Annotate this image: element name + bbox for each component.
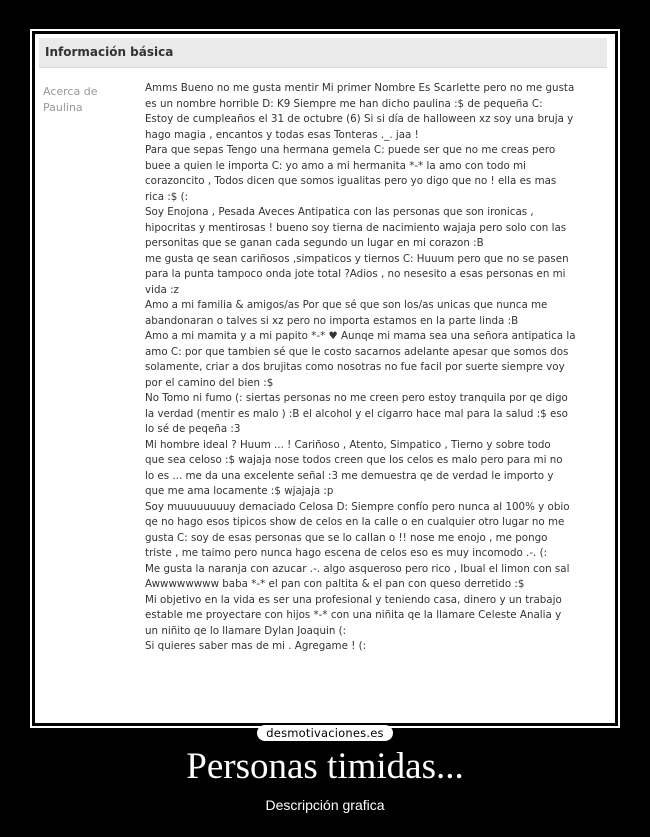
about-line: Me gusta la naranja con azucar .-. algo asqueroso pero rico , Ibual el limon con sal: [145, 562, 570, 575]
about-line: Soy Enojona , Pesada Aveces Antipatica con las personas que son ironicas ,: [145, 206, 534, 218]
about-line: Amo a mi mamita y a mi papito *-* ♥ Aunqe mi mama sea una señora antipatica la: [145, 330, 576, 342]
about-line: Mi hombre ideal ? Huum ... ! Cariñoso , Atento, Simpatico , Tierno y sobre todo: [145, 438, 551, 451]
about-text: [145, 81, 607, 655]
poster-title: Personas timidas...: [186, 746, 464, 787]
about-line: qe no hago esos tipicos show de celos en la calle o en cualquier otro lugar no me: [145, 516, 565, 528]
about-line: la verdad (mentir es malo ) :B el alcohol y el cigarro hace mal para la salud :$ eso: [145, 407, 568, 420]
about-line: rica :$ (:: [145, 190, 189, 203]
about-line: Mi objetivo en la vida es ser una profesional y teniendo casa, dinero y un trabajo: [145, 593, 562, 606]
about-line: Amms Bueno no me gusta mentir Mi primer Nombre Es Scarlette pero no me gusta: [145, 82, 575, 94]
about-label-line: Acerca de: [43, 85, 98, 98]
about-line: que me ama locamente :$ wjajaja :p: [145, 485, 334, 497]
about-line: un niñito qe lo llamare Dylan Joaquin (:: [145, 624, 347, 637]
about-line: que sea celoso :$ wajaja nose todos creen que los celos es malo pero para mi no: [145, 454, 563, 466]
about-line: lo es ... me da una excelente señal :3 me demuestra qe de verdad le importo y: [145, 469, 554, 482]
about-line: corazoncito , Todos dicen que somos igualitas pero yo digo que no ! ella es mas: [145, 175, 557, 187]
about-line: No Tomo ni fumo (: siertas personas no me creen pero estoy tranquila por qe digo: [145, 392, 568, 404]
about-line: amo C: por que tambien sé que le costo sacarnos adelante apesar que somos dos: [145, 345, 569, 358]
about-line: vida :z: [145, 283, 179, 296]
about-line: lo sé de peqeña :3: [145, 423, 241, 435]
profile-screenshot: [35, 34, 615, 723]
about-label: [43, 84, 123, 116]
about-line: hipocritas y mentirosas ! bueno soy tierna de nacimiento wajaja pero solo con las: [145, 221, 567, 234]
watermark-text: desmotivaciones.es: [257, 725, 392, 741]
about-line: hago magia , encantos y todas esas Tonteras ._. jaa !: [145, 128, 419, 141]
section-header: Información básica: [39, 38, 607, 68]
about-line: personitas que se ganan cada segundo un lugar en mi corazon :B: [145, 237, 484, 249]
about-line: es un nombre horrible D: K9 Siempre me han dicho paulina :$ de pequeña C:: [145, 97, 543, 110]
about-line: Estoy de cumpleaños el 31 de octubre (6) Si si día de halloween xz soy una bruja y: [145, 113, 574, 125]
about-line: para la punta tampoco onda jote total ?Adios , no nesesito a esas personas en mi: [145, 268, 566, 280]
watermark: [0, 722, 650, 741]
about-line: buee a quien le importa C: yo amo a mi hermanita *-* la amo con todo mi: [145, 159, 526, 172]
about-label-name: Paulina: [43, 101, 83, 114]
about-line: por el camino del bien :$: [145, 376, 274, 389]
about-line: Si quieres saber mas de mi . Agregame ! (:: [145, 640, 367, 652]
about-line: Para que sepas Tengo una hermana gemela C: puede ser que no me creas pero: [145, 144, 556, 156]
about-line: Amo a mi familia & amigos/as Por que sé que son los/as unicas que nunca me: [145, 299, 548, 311]
poster-subtitle: Descripción grafica: [265, 797, 385, 813]
poster-frame: [30, 29, 620, 728]
about-line: Awwwwwwww baba *-* el pan con paltita & el pan con queso derretido :$: [145, 578, 525, 590]
about-line: triste , me taimo pero nunca hago escena de celos eso es muy incomodo .-. (:: [145, 547, 548, 559]
about-line: me gusta qe sean cariñosos ,simpaticos y tiernos C: Huuum pero que no se pasen: [145, 252, 569, 265]
about-line: solamente, criar a dos brujitas como nosotras no fue facil por suerte siempre voy: [145, 361, 565, 373]
about-line: estable me proyectare con hijos *-* con una niñita qe la llamare Celeste Analia y: [145, 609, 562, 621]
about-line: abandonaran o talves si xz pero no importa estamos en la parte linda :B: [145, 314, 519, 327]
about-line: Soy muuuuuuuuy demaciado Celosa D: Siempre confío pero nunca al 100% y obio: [145, 500, 570, 513]
about-line: gusta C: soy de esas personas que se lo callan o !! nose me enojo , me pongo: [145, 531, 548, 544]
